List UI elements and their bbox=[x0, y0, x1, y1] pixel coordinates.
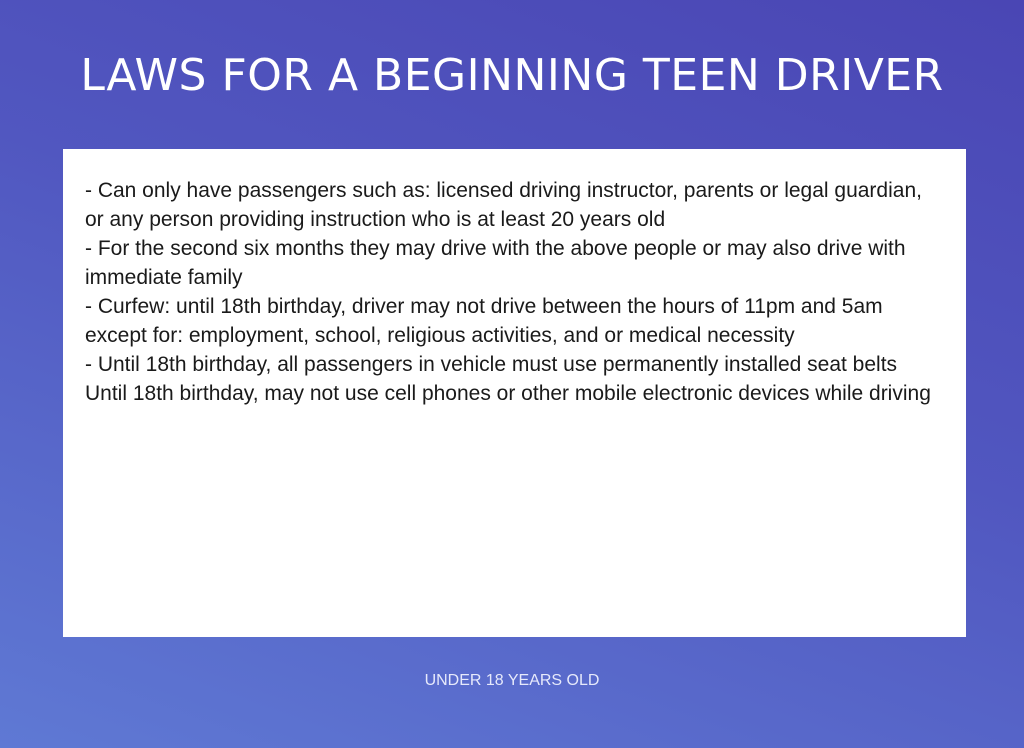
rule-seat-belts: - Until 18th birthday, all passengers in vehicle must use permanently installed seat belts bbox=[85, 353, 898, 376]
rule-mobile-devices: Until 18th birthday, may not use cell phones or other mobile electronic devices while driving bbox=[85, 382, 931, 405]
rule-curfew: - Curfew: until 18th birthday, driver may not drive between the hours of 11pm and 5am except for: employment, school, religious activities, and or medical necessity bbox=[85, 295, 883, 347]
content-box bbox=[63, 149, 966, 637]
slide-subtitle: UNDER 18 YEARS OLD bbox=[424, 672, 600, 689]
rule-passengers: - Can only have passengers such as: licensed driving instructor, parents or legal guardian, or any person providing instruction who is at least 20 years old bbox=[85, 179, 922, 231]
slide-title: LAWS FOR A BEGINNING TEEN DRIVER bbox=[80, 50, 944, 101]
rule-second-six-months: - For the second six months they may drive with the above people or may also drive with immediate family bbox=[85, 237, 906, 289]
